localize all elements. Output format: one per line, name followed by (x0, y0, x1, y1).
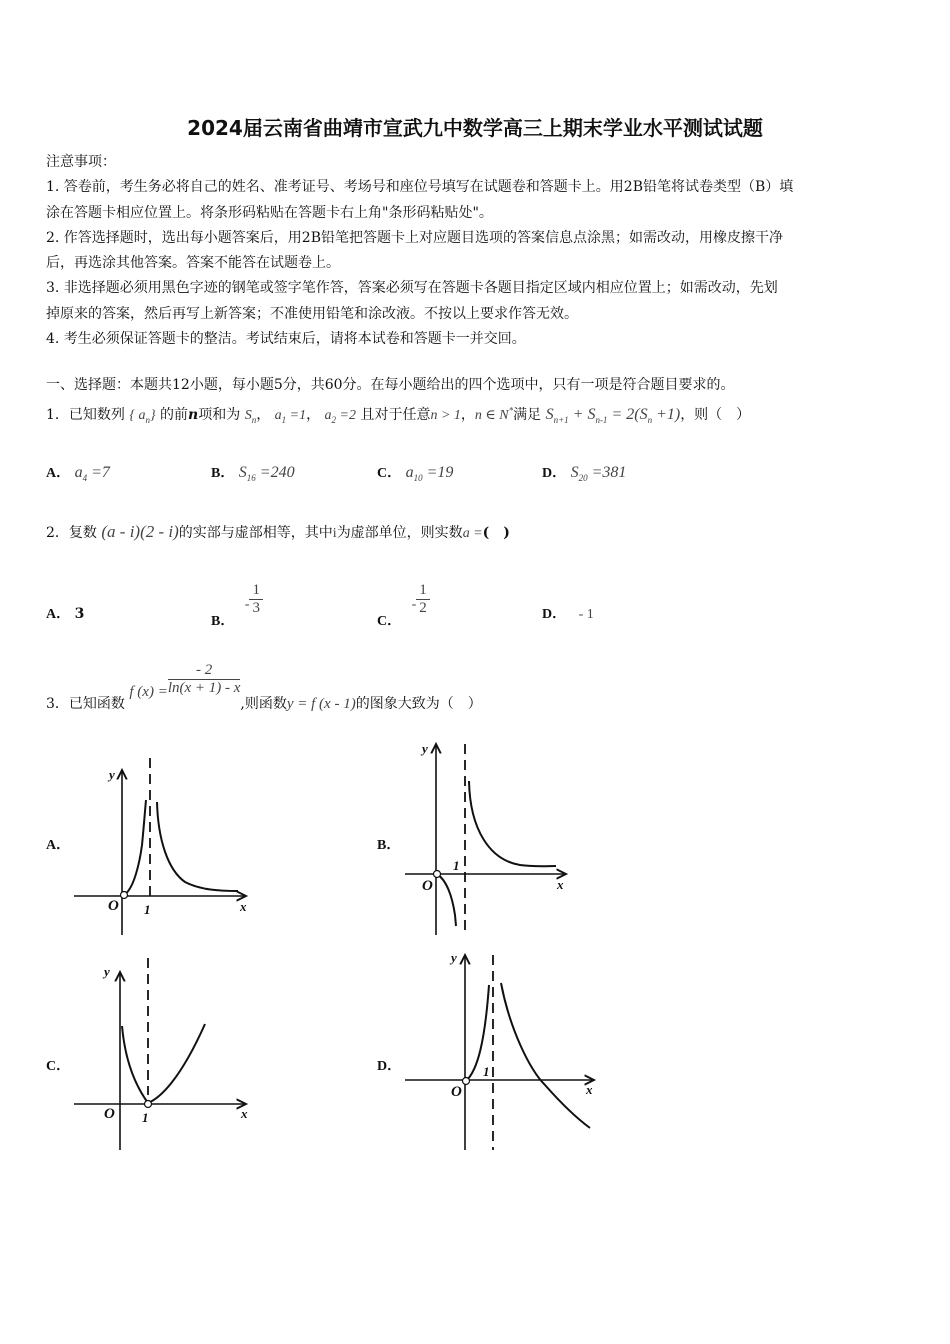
graph-d-curve-right (501, 983, 590, 1128)
q3-option-d[interactable]: D． (377, 1059, 402, 1074)
q1-a2: $a_2 =2$ (324, 408, 356, 425)
graph-d-one: 1 (483, 1064, 490, 1079)
q1-option-c[interactable]: C． $a_{10} =19$ (377, 464, 454, 484)
q3-number: 3． (46, 695, 69, 712)
q3-option-c[interactable]: C． (46, 1059, 71, 1074)
q1-option-d[interactable]: D． $S_{20} =381$ (542, 464, 627, 484)
q2-i: i (332, 526, 337, 541)
q1-comma: ， (256, 407, 271, 423)
q1-comma: ， (306, 407, 321, 423)
q1-text: 的前 (160, 407, 189, 423)
question-2 (46, 522, 510, 542)
q1-Sn: $S_n$ (244, 408, 257, 425)
note-line: 4. 考生必须保证答题卡的整洁。考试结束后，请将本试卷和答题卡一并交回。 (46, 331, 526, 348)
graph-b-y-label: y (422, 741, 428, 756)
graph-c-one: 1 (142, 1110, 149, 1125)
graph-d-x-label: x (586, 1082, 593, 1097)
q1-option-a[interactable]: A． $a_4 =7$ (46, 464, 110, 484)
q1-relation: $S_{n+1} + S_{n-1} = 2(S_n +1)$ (545, 406, 681, 426)
q3-g: y = f (x - 1) (286, 695, 356, 712)
graph-d-origin: O (451, 1084, 462, 1100)
q3-text: 的图象大致为（ ） (355, 695, 482, 712)
notes-heading: 注意事项： (46, 154, 116, 170)
graph-c-x-label: x (241, 1106, 248, 1121)
q1-seq: { $a_n$} (129, 408, 156, 425)
note-line: 1. 答卷前，考生务必将自己的姓名、准考证号、考场号和座位号填写在试题卷和答题卡上。用2B铅笔将试卷类型（B）填 (46, 179, 794, 196)
q3-text: ,则函数 (240, 695, 287, 712)
q2-text: 为虚部单位，则实数 (336, 525, 463, 541)
q3-fraction: $\frac{- 2}{\ln(x + 1) - x}$ (167, 662, 241, 696)
graph-b-x-label: x (557, 877, 564, 892)
note-line: 后，再选涂其他答案。答案不能答在试题卷上。 (46, 255, 340, 272)
q1-text: 满足 (513, 407, 542, 423)
q2-expr: (a - i)(2 - i) (101, 522, 179, 541)
page-title: 2024届云南省曲靖市宣武九中数学高三上期末学业水平测试试题 (187, 116, 763, 140)
q2-a: a = (462, 526, 483, 541)
section-heading: 一、选择题：本题共12小题，每小题5分，共60分。在每小题给出的四个选项中，只有一项是符合题目要求的。 (46, 377, 735, 393)
graph-a-curve-left (122, 800, 146, 896)
q1-text: 已知数列 (68, 407, 125, 423)
q2-option-b[interactable]: B． - $\frac{1}{3}$ (211, 582, 263, 617)
graph-c-y-label: y (104, 964, 110, 979)
note-line: 2. 作答选择题时，选出每小题答案后，用2B铅笔把答题卡上对应题目选项的答案信息点涂黑；如需改动，用橡皮擦干净 (46, 229, 783, 246)
q1-cond2: n ∈ N* (474, 405, 514, 423)
q2-paren: ( ) (482, 525, 510, 541)
q1-cond1: n > 1 (430, 408, 461, 423)
notes (46, 150, 912, 352)
q1-number: 1． (46, 407, 69, 423)
q1-text: 且对于任意 (360, 407, 431, 423)
q3-option-a[interactable]: A． (46, 838, 71, 853)
graph-b-one: 1 (453, 858, 460, 873)
graph-b-curve-right (469, 781, 556, 866)
graph-c-origin: O (104, 1106, 115, 1122)
q2-number: 2． (46, 525, 69, 541)
note-line: 涂在答题卡相应位置上。将条形码粘贴在答题卡右上角"条形码粘贴处"。 (46, 204, 493, 221)
graph-d-curve-left (466, 985, 489, 1081)
graph-a-origin: O (108, 898, 119, 914)
graph-d-y-label: y (451, 950, 457, 965)
graph-c (74, 958, 248, 1150)
note-line: 掉原来的答案，然后再写上新答案；不准使用铅笔和涂改液。不按以上要求作答无效。 (46, 305, 578, 322)
q3-option-b[interactable]: B． (377, 838, 401, 853)
graph-a-curve-right (157, 802, 238, 891)
graph-a-x-label: x (240, 899, 247, 914)
question-3 (46, 662, 482, 712)
q1-a1: $a_1 =1$ (274, 408, 307, 425)
q2-option-a[interactable]: A． 3 (46, 606, 85, 622)
graph-b (405, 741, 566, 935)
graph-a-one: 1 (144, 902, 151, 917)
graph-b-curve-left (437, 874, 456, 926)
graph-a-y-label: y (109, 767, 115, 782)
q3-f: f (x) = (129, 683, 168, 700)
graph-a (74, 758, 247, 935)
q1-text: ，则（ ） (680, 407, 751, 423)
q2-text: 的实部与虚部相等，其中 (178, 525, 333, 541)
q1-n: n (188, 407, 199, 423)
q2-text: 复数 (68, 525, 97, 541)
q2-option-d[interactable]: D． - 1 (542, 607, 594, 622)
q3-text: 已知函数 (68, 695, 125, 712)
graph-b-origin: O (422, 878, 433, 894)
q1-text: 项和为 (198, 407, 241, 423)
q2-option-c[interactable]: C． - $\frac{1}{2}$ (377, 582, 430, 617)
graph-d (405, 950, 594, 1150)
q1-option-b[interactable]: B． $S_{16} =240$ (211, 464, 295, 484)
q1-comma: ， (460, 407, 475, 423)
graph-c-curve (122, 1024, 205, 1103)
note-line: 3. 非选择题必须用黑色字迹的钢笔或签字笔作答，答案必须写在答题卡各题目指定区域内相应位置上；如需改动，先划 (46, 280, 778, 297)
question-1 (46, 404, 750, 425)
